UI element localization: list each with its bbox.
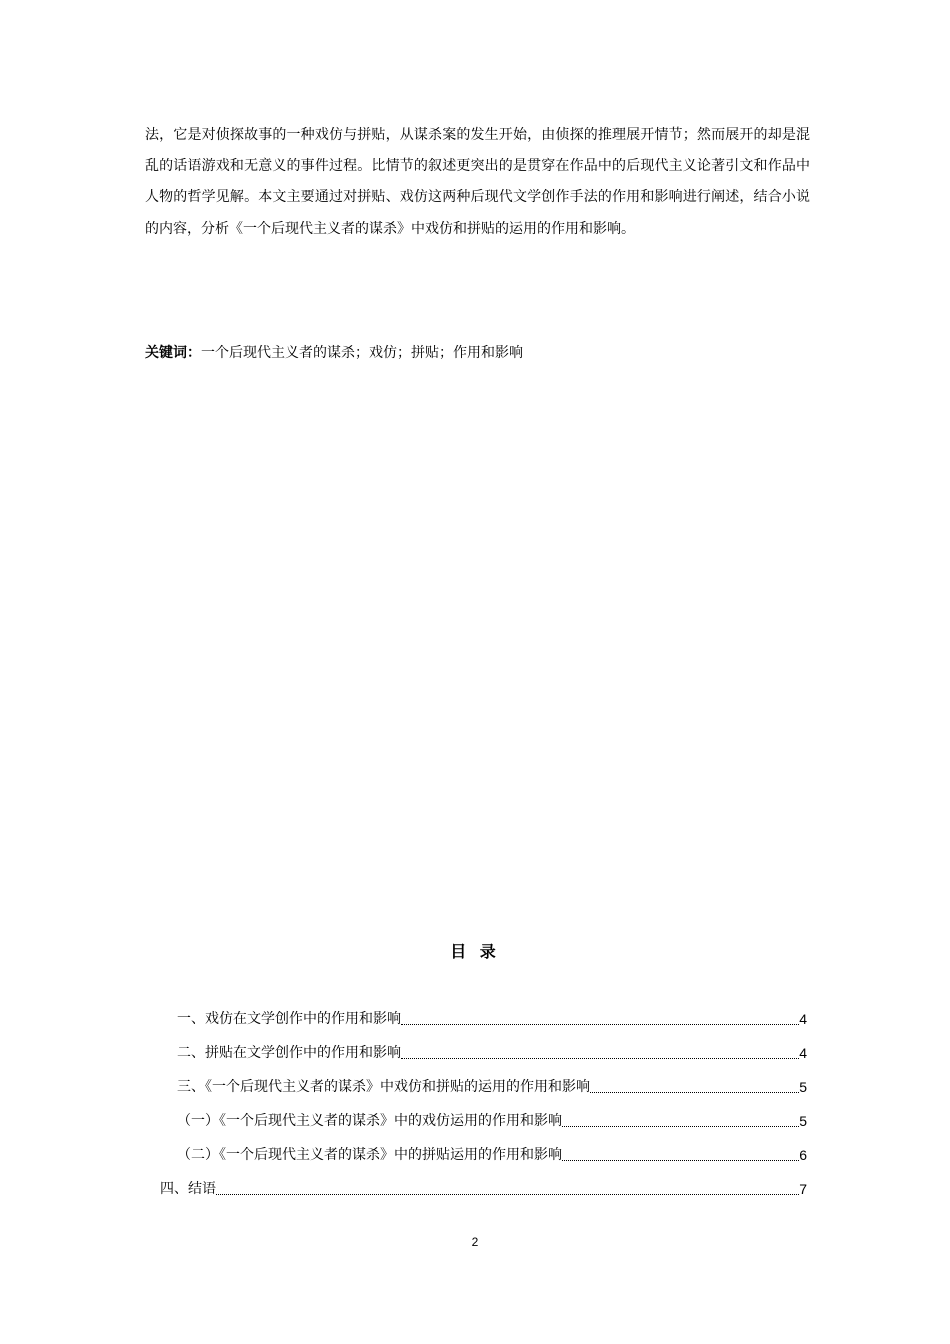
toc-entry-text: 四、结语 — [160, 1181, 216, 1197]
keywords-line — [145, 338, 523, 369]
abstract-text: 法，它是对侦探故事的一种戏仿与拼贴，从谋杀案的发生开始，由侦探的推理展开情节；然而展开的却是混乱的话语游戏和无意义的事件过程。比情节的叙述更突出的是贯穿在作品中的后现代主义论著引文和作品中人物的哲学见解。本文主要通过对拼贴、戏仿这两种后现代文学创作手法的作用和影响进行阐述，结合小说的内容，分析《一个后现代主义者的谋杀》中戏仿和拼贴的运用的作用和影响。 — [145, 127, 810, 237]
toc-title: 目 录 — [450, 942, 500, 961]
toc-dot-leader — [401, 1024, 799, 1025]
toc-entry[interactable] — [177, 1007, 807, 1031]
toc-entry[interactable] — [177, 1041, 807, 1065]
toc-dot-leader — [562, 1126, 799, 1127]
keywords-value: 一个后现代主义者的谋杀；戏仿；拼贴；作用和影响 — [201, 345, 523, 361]
toc-dot-leader — [562, 1160, 799, 1161]
toc-entry-page: 6 — [799, 1147, 807, 1163]
toc-dot-leader — [590, 1092, 799, 1093]
page-number: 2 — [471, 1235, 479, 1249]
toc-dot-leader — [401, 1058, 799, 1059]
toc-entry-page: 5 — [799, 1113, 807, 1129]
toc-entry-text: 三、《一个后现代主义者的谋杀》中戏仿和拼贴的运用的作用和影响 — [177, 1079, 590, 1095]
toc-entry-page: 5 — [799, 1079, 807, 1095]
toc-entry-text: （二）《一个后现代主义者的谋杀》中的拼贴运用的作用和影响 — [177, 1147, 562, 1163]
toc-entry[interactable] — [177, 1075, 807, 1099]
toc-entry[interactable] — [177, 1109, 807, 1133]
toc-entry[interactable] — [160, 1177, 807, 1201]
toc-entry[interactable] — [177, 1143, 807, 1167]
toc-entry-page: 4 — [799, 1011, 807, 1027]
toc-dot-leader — [216, 1194, 799, 1195]
toc-entry-text: 一、戏仿在文学创作中的作用和影响 — [177, 1011, 401, 1027]
abstract-paragraph — [145, 120, 810, 245]
keywords-label: 关键词： — [145, 345, 201, 361]
toc-entry-text: 二、拼贴在文学创作中的作用和影响 — [177, 1045, 401, 1061]
toc-entry-text: （一）《一个后现代主义者的谋杀》中的戏仿运用的作用和影响 — [177, 1113, 562, 1129]
toc-entry-page: 7 — [799, 1181, 807, 1197]
toc-entry-page: 4 — [799, 1045, 807, 1061]
